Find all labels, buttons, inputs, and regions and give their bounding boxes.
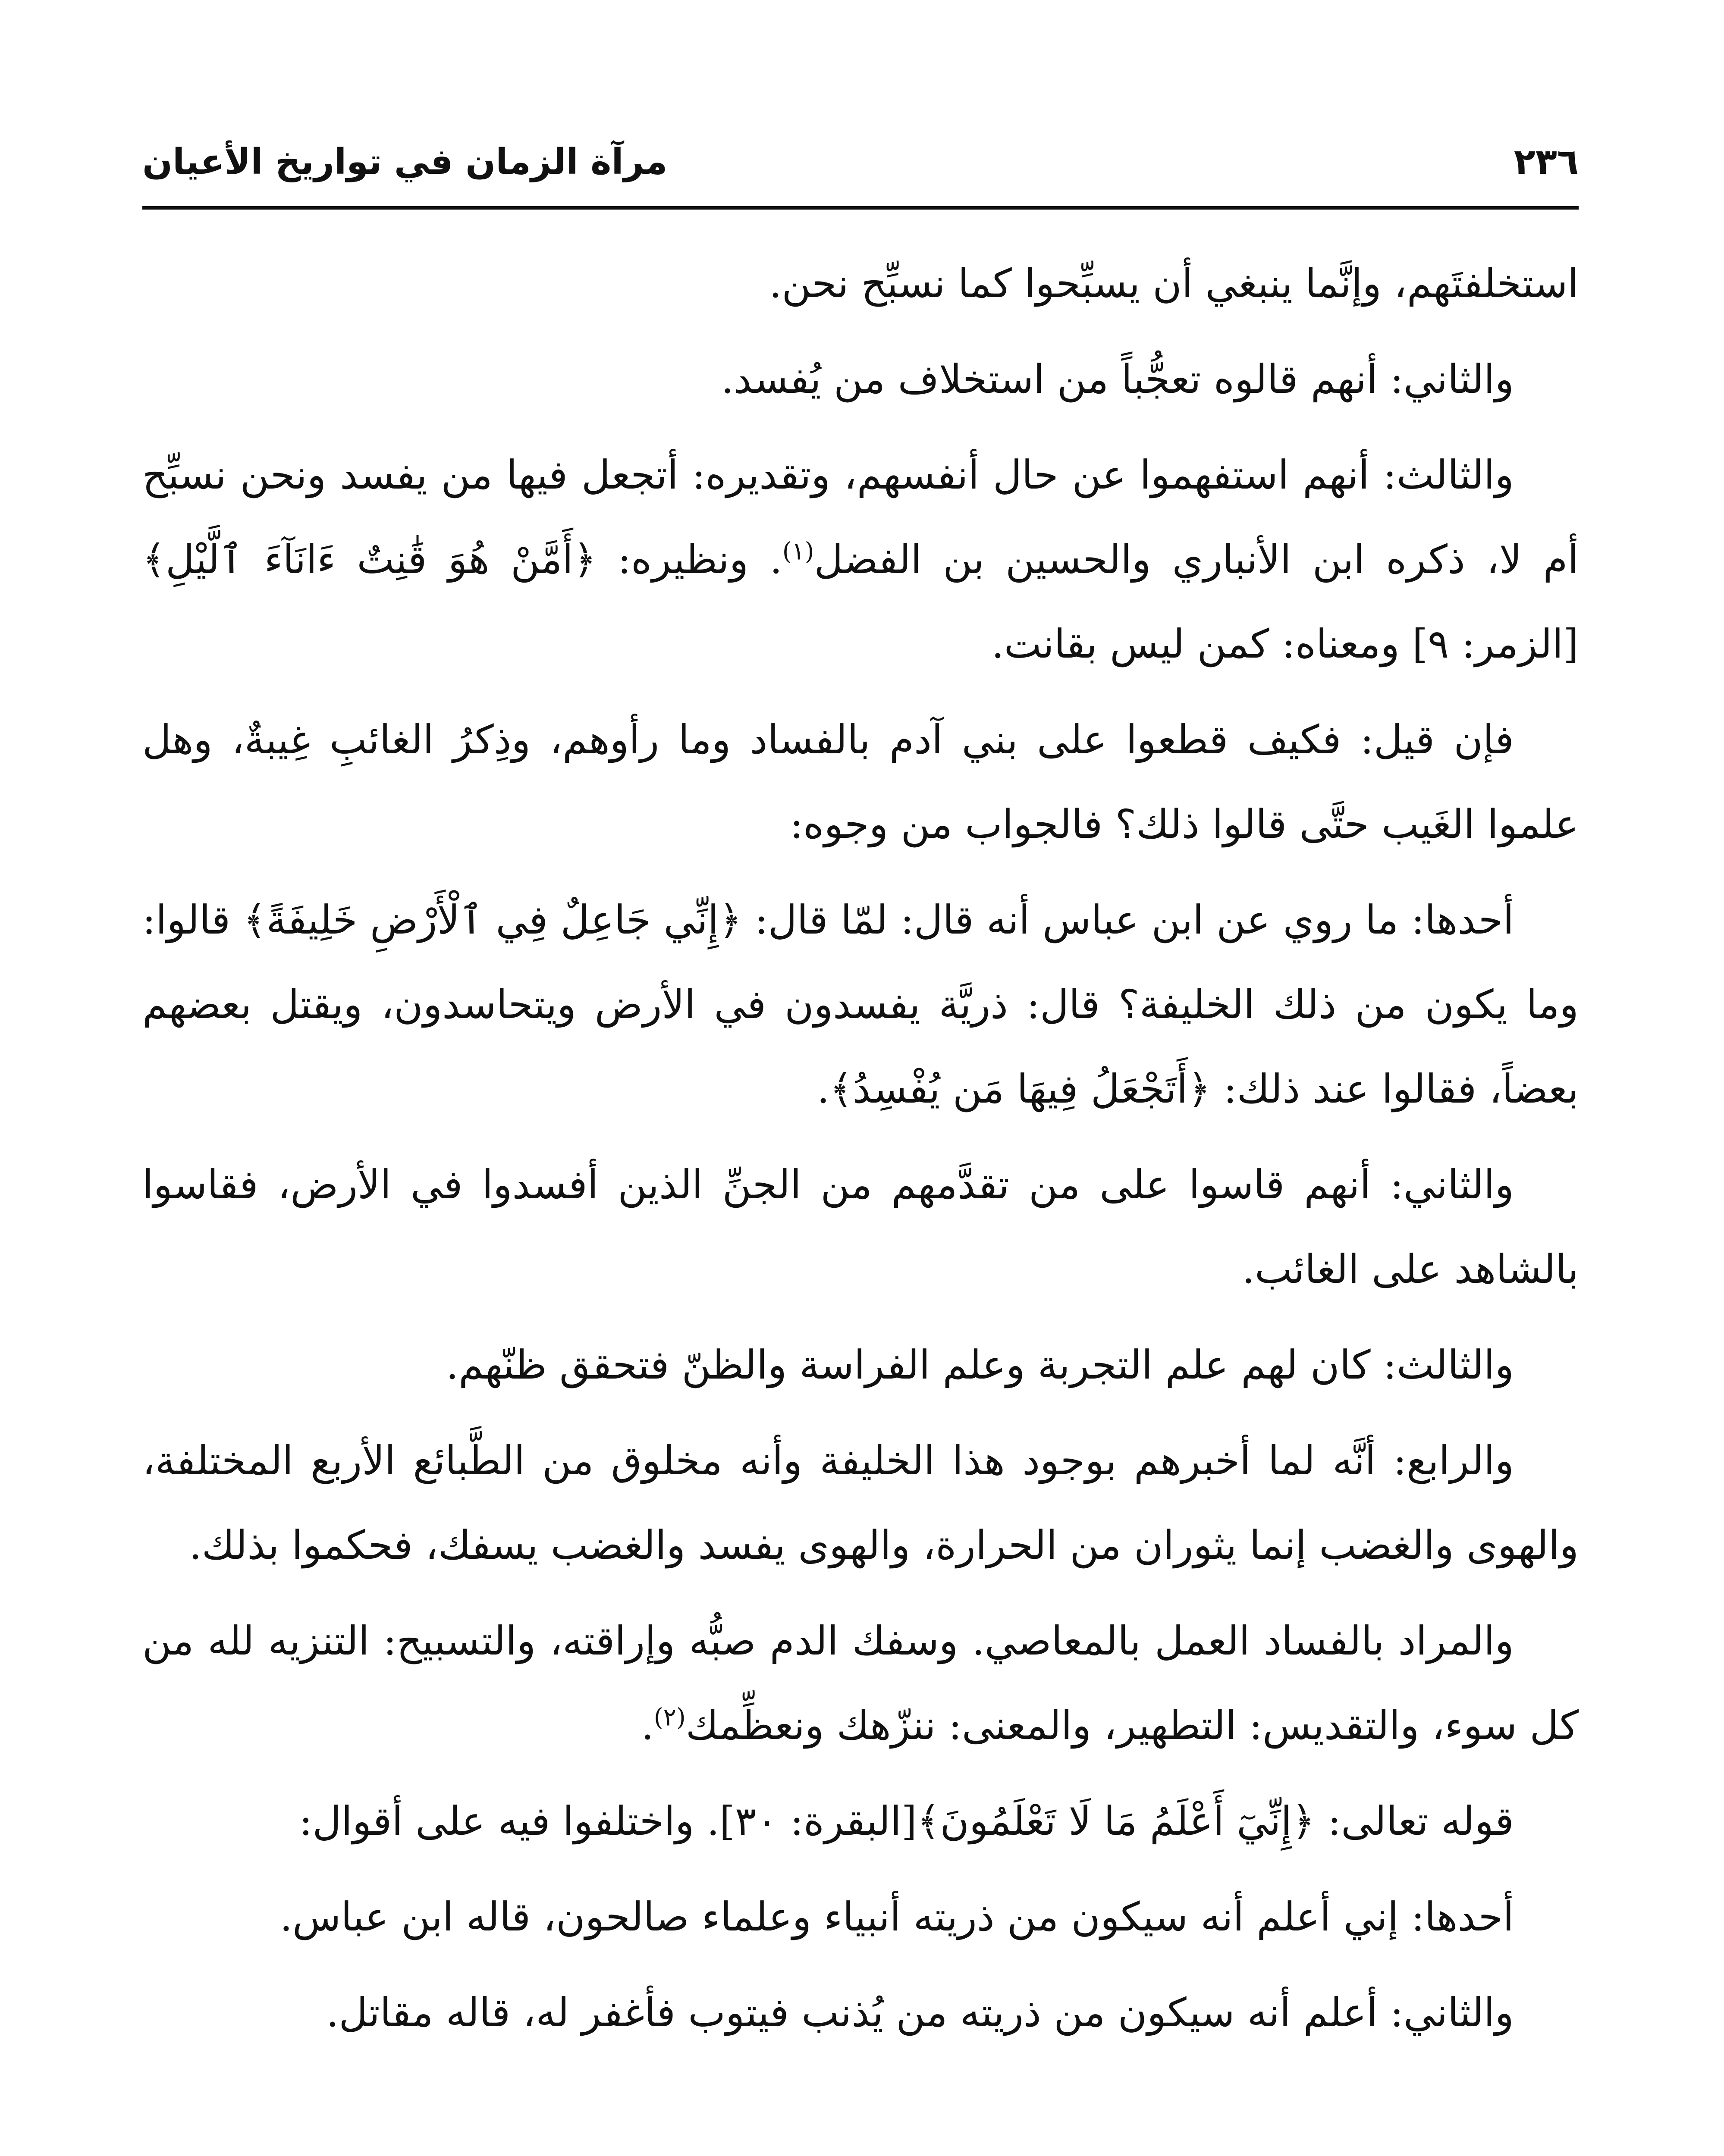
footnote-marker: (٢): [653, 1703, 686, 1732]
paragraph: قوله تعالى: ﴿إِنِّيٓ أَعْلَمُ مَا لَا تَعْلَمُونَ﴾[البقرة: ٣٠]. واختلفوا فيه على أقوال:: [299, 1798, 1514, 1844]
paragraph-text: .: [641, 1702, 654, 1749]
paragraph: والرابع: أنَّه لما أخبرهم بوجود هذا الخليفة وأنه مخلوق من الطَّبائع الأربع المختلفة، والهوى والغضب إنما يثوران من الحرارة، والهوى يفسد والغضب يسفك، فحكموا بذلك.: [142, 1438, 1579, 1568]
paragraph: أحدها: إني أعلم أنه سيكون من ذريته أنبياء وعلماء صالحون، قاله ابن عباس.: [279, 1894, 1514, 1940]
paragraph-text: والثالث: أنهم استفهموا عن حال أنفسهم، وتقديره: أتجعل فيها من يفسد ونحن نسبِّح أم لا، ذكره ابن الأنباري والحسين بن الفضل: [142, 452, 1579, 583]
main-text: [142, 241, 1579, 2066]
paragraph: والثاني: أنهم قاسوا على من تقدَّمهم من الجنِّ الذين أفسدوا في الأرض، فقاسوا بالشاهد على الغائب.: [142, 1162, 1579, 1292]
book-title: مرآة الزمان في تواريخ الأعيان: [142, 141, 668, 182]
paragraph: [142, 1599, 1579, 1768]
paragraph-text: . ونظيره: ﴿أَمَّنْ هُوَ قَٰنِتٌ ءَانَآءَ ٱلَّيْلِ﴾[الزمر: ٩] ومعناه: كمن ليس بقانت.: [142, 536, 1579, 667]
paragraph: [142, 433, 1579, 686]
paragraph: أحدها: ما روي عن ابن عباس أنه قال: لمّا قال: ﴿إِنِّي جَاعِلٌ فِي ٱلْأَرْضِ خَلِيفَةً﴾ قالوا: وما يكون من ذلك الخليفة؟ قال: ذريَّة يفسدون في الأرض ويتحاسدون، ويقتل بعضهم بعضاً، فقالوا عند ذلك: ﴿أَتَجْعَلُ فِيهَا مَن يُفْسِدُ﴾.: [142, 897, 1579, 1112]
paragraph: استخلفتَهم، وإنَّما ينبغي أن يسبِّحوا كما نسبِّح نحن.: [769, 260, 1579, 307]
book-page: [142, 0, 1579, 2156]
page-number: ٢٣٦: [1514, 141, 1579, 182]
paragraph: فإن قيل: فكيف قطعوا على بني آدم بالفساد وما رأوهم، وذِكرُ الغائبِ غِيبةٌ، وهل علموا الغَيب حتَّى قالوا ذلك؟ فالجواب من وجوه:: [142, 717, 1579, 847]
paragraph: والثاني: أعلم أنه سيكون من ذريته من يُذنب فيتوب فأغفر له، قاله مقاتل.: [326, 1990, 1514, 2036]
header-divider: [142, 206, 1579, 210]
paragraph: والثاني: أنهم قالوه تعجُّباً من استخلاف من يُفسد.: [721, 356, 1514, 402]
running-head: [142, 129, 1579, 194]
paragraph-text: والمراد بالفساد العمل بالمعاصي. وسفك الدم صبُّه وإراقته، والتسبيح: التنزيه لله من كل سوء، والتقديس: التطهير، والمعنى: ننزّهك ونعظِّمك: [142, 1618, 1579, 1749]
footnote-marker: (١): [782, 537, 814, 566]
paragraph: والثالث: كان لهم علم التجربة وعلم الفراسة والظنّ فتحقق ظنّهم.: [446, 1342, 1514, 1388]
